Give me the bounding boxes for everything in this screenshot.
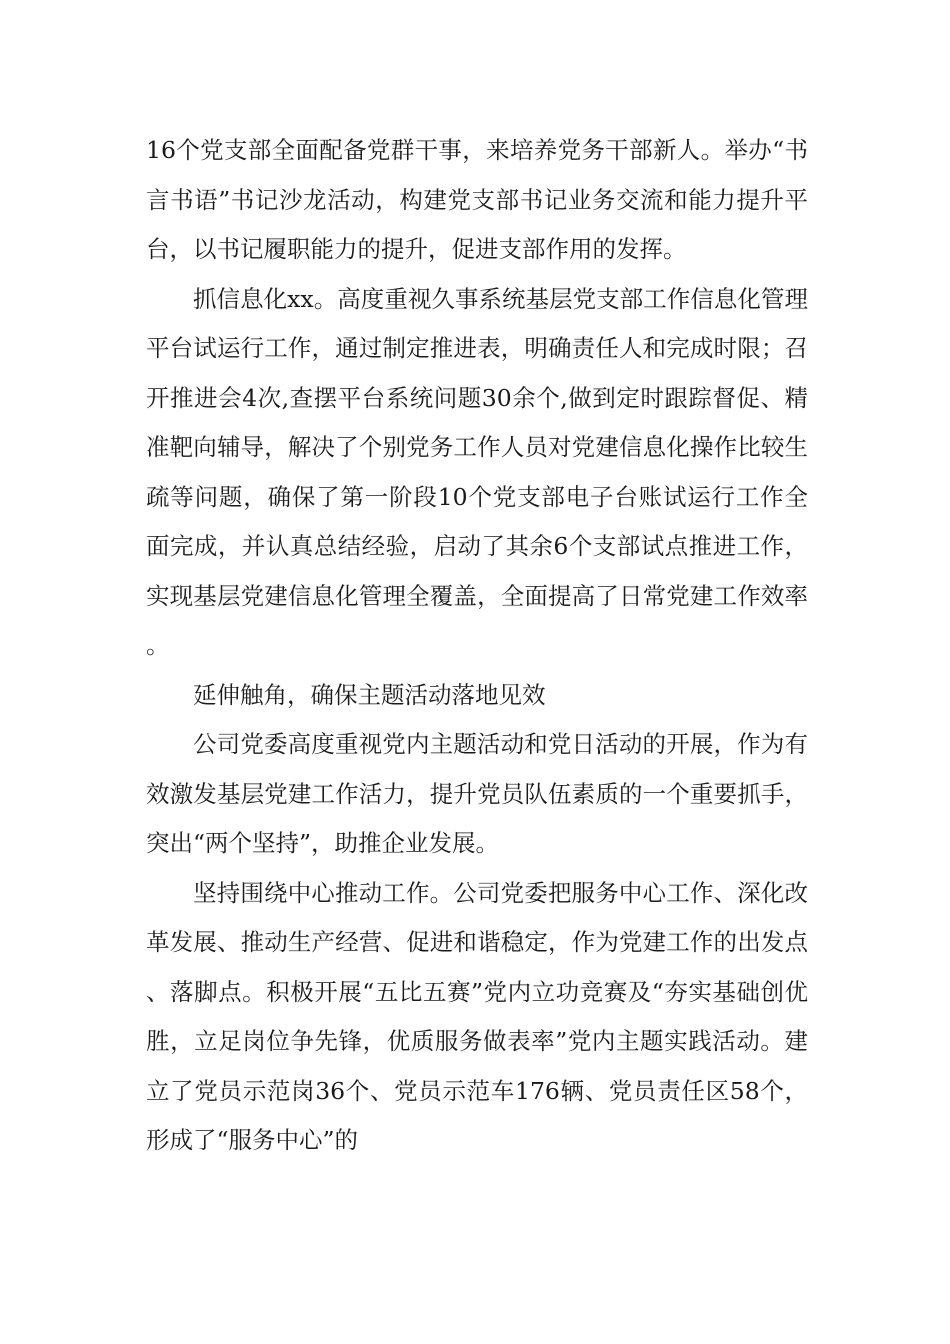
section-heading: 延伸触角，确保主题活动落地见效 bbox=[193, 680, 546, 709]
paragraph-1: 16个党支部全面配备党群干事，来培养党务干部新人。举办“书言书语”书记沙龙活动，构建党支部书记业务交流和能力提升平台，以书记履职能力的提升，促进支部作用的发挥。 bbox=[146, 136, 808, 263]
paragraph-4: 坚持围绕中心推动工作。公司党委把服务中心工作、深化改革发展、推动生产经营、促进和谐稳定，作为党建工作的出发点、落脚点。积极开展“五比五赛”党内立功竞赛及“夯实基础创优胜，立足岗位争先锋，优质服务做表率”党内主题实践活动。建立了党员示范岗36个、党员示范车176辆、党员责任区58个，形成了“服务中心”的 bbox=[146, 878, 808, 1154]
paragraph-2: 抓信息化xx。高度重视久事系统基层党支部工作信息化管理平台试运行工作，通过制定推进表，明确责任人和完成时限；召开推进会4次,查摆平台系统问题30余个,做到定时跟踪督促、精准靶向辅导，解决了个别党务工作人员对党建信息化操作比较生疏等问题，确保了第一阶段10个党支部电子台账试运行工作全面完成，并认真总结经验，启动了其余6个支部试点推进工作，实现基层党建信息化管理全覆盖，全面提高了日常党建工作效率。 bbox=[146, 284, 808, 659]
paragraph-3: 公司党委高度重视党内主题活动和党日活动的开展，作为有效激发基层党建工作活力，提升党员队伍素质的一个重要抓手，突出“两个坚持”，助推企业发展。 bbox=[146, 730, 808, 857]
document-body bbox=[146, 126, 808, 1166]
